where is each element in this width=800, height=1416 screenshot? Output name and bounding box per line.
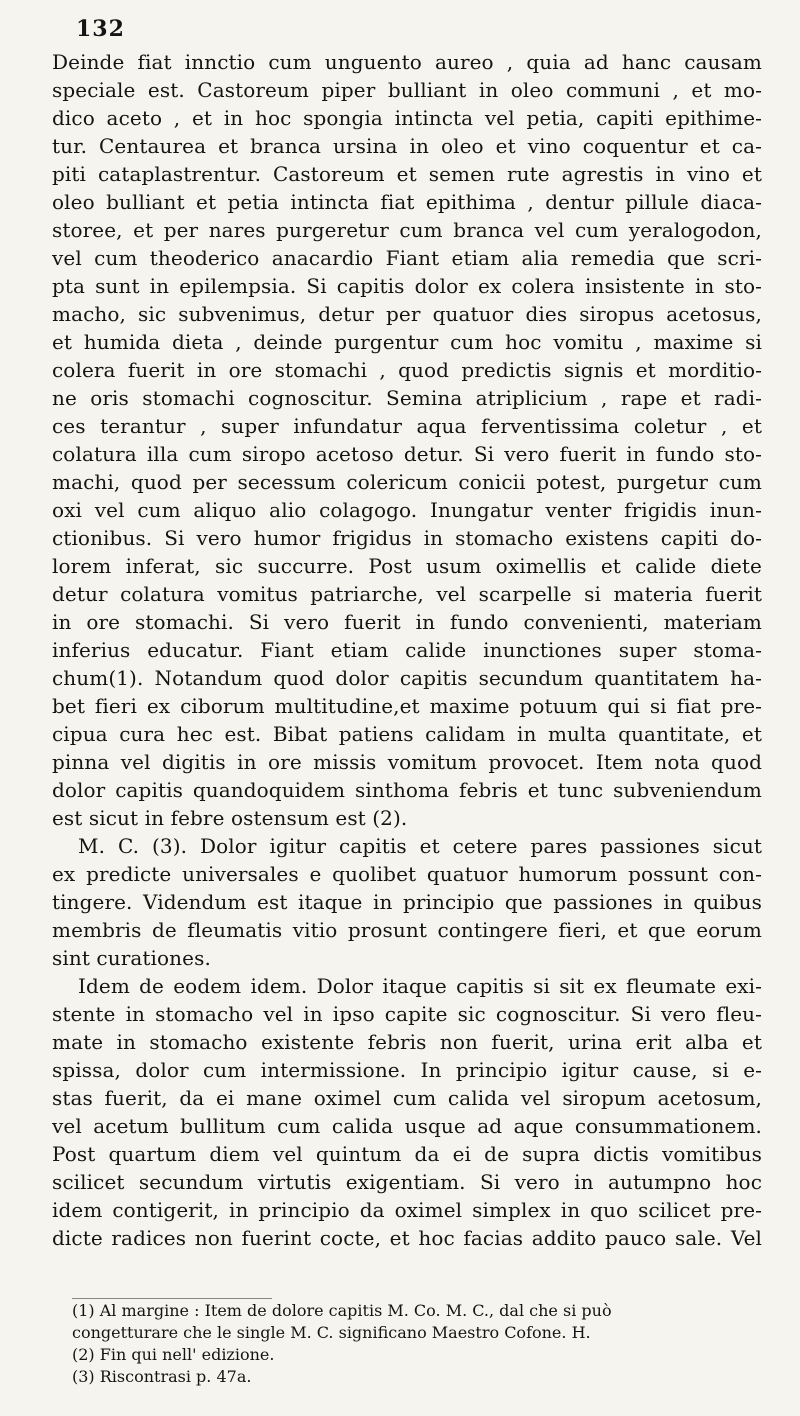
- text-line: vel acetum bullitum cum calida usque ad aque consummationem.: [52, 1114, 762, 1138]
- text-line: ne oris stomachi cognoscitur. Semina atriplicium , rape et radi-: [52, 386, 762, 410]
- text-line: tingere. Videndum est itaque in principio que passiones in quibus: [52, 890, 762, 914]
- footnote-line: congetturare che le single M. C. significano Maestro Cofone. H.: [72, 1323, 591, 1342]
- text-line: Deinde fiat innctio cum unguento aureo , quia ad hanc causam: [52, 50, 762, 74]
- text-line: ex predicte universales e quolibet quatuor humorum possunt con-: [52, 862, 762, 886]
- text-line: lorem inferat, sic succurre. Post usum oximellis et calide diete: [52, 554, 762, 578]
- text-line: ces terantur , super infundatur aqua ferventissima coletur , et: [52, 414, 762, 438]
- text-line: cipua cura hec est. Bibat patiens calidam in multa quantitate, et: [52, 722, 762, 746]
- text-line: stas fuerit, da ei mane oximel cum calida vel siropum acetosum,: [52, 1086, 762, 1110]
- page-number: 132: [76, 16, 125, 42]
- text-line: scilicet secundum virtutis exigentiam. Si vero in autumpno hoc: [52, 1170, 762, 1194]
- text-line: in ore stomachi. Si vero fuerit in fundo convenienti, materiam: [52, 610, 762, 634]
- text-line: macho, sic subvenimus, detur per quatuor dies siropus acetosus,: [52, 302, 762, 326]
- footnote-line: (2) Fin qui nell' edizione.: [72, 1345, 275, 1364]
- text-line: et humida dieta , deinde purgentur cum hoc vomitu , maxime si: [52, 330, 762, 354]
- text-line: pta sunt in epilempsia. Si capitis dolor ex colera insistente in sto-: [52, 274, 762, 298]
- text-line: M. C. (3). Dolor igitur capitis et cetere pares passiones sicut: [78, 834, 762, 858]
- text-line: dicte radices non fuerint cocte, et hoc facias addito pauco sale. Vel: [52, 1226, 762, 1250]
- footnote-line: (3) Riscontrasi p. 47a.: [72, 1367, 252, 1386]
- text-line: ctionibus. Si vero humor frigidus in stomacho existens capiti do-: [52, 526, 762, 550]
- text-line: storee, et per nares purgeretur cum branca vel cum yeralogodon,: [52, 218, 762, 242]
- text-line: machi, quod per secessum colericum conicii potest, purgetur cum: [52, 470, 762, 494]
- text-line: est sicut in febre ostensum est (2).: [52, 806, 408, 830]
- text-line: idem contigerit, in principio da oximel simplex in quo scilicet pre-: [52, 1198, 762, 1222]
- text-line: chum(1). Notandum quod dolor capitis secundum quantitatem ha-: [52, 666, 762, 690]
- footnote-line: (1) Al margine : Item de dolore capitis M. Co. M. C., dal che si può: [72, 1301, 612, 1320]
- text-line: oxi vel cum aliquo alio colagogo. Inungatur venter frigidis inun-: [52, 498, 762, 522]
- footnotes: [72, 1300, 762, 1388]
- text-line: mate in stomacho existente febris non fuerit, urina erit alba et: [52, 1030, 762, 1054]
- text-line: inferius educatur. Fiant etiam calide inunctiones super stoma-: [52, 638, 762, 662]
- text-line: pinna vel digitis in ore missis vomitum provocet. Item nota quod: [52, 750, 762, 774]
- text-line: vel cum theoderico anacardio Fiant etiam alia remedia que scri-: [52, 246, 762, 270]
- text-line: Post quartum diem vel quintum da ei de supra dictis vomitibus: [52, 1142, 762, 1166]
- footnote-divider: [72, 1298, 272, 1299]
- main-text-block: [52, 48, 762, 1252]
- text-line: oleo bulliant et petia intincta fiat epithima , dentur pillule diaca-: [52, 190, 762, 214]
- text-line: tur. Centaurea et branca ursina in oleo et vino coquentur et ca-: [52, 134, 762, 158]
- text-line: piti cataplastrentur. Castoreum et semen rute agrestis in vino et: [52, 162, 762, 186]
- text-line: Idem de eodem idem. Dolor itaque capitis si sit ex fleumate exi-: [78, 974, 762, 998]
- text-line: detur colatura vomitus patriarche, vel scarpelle si materia fuerit: [52, 582, 762, 606]
- text-line: bet fieri ex ciborum multitudine,et maxime potuum qui si fiat pre-: [52, 694, 762, 718]
- text-line: dolor capitis quandoquidem sinthoma febris et tunc subveniendum: [52, 778, 762, 802]
- text-line: colatura illa cum siropo acetoso detur. Si vero fuerit in fundo sto-: [52, 442, 762, 466]
- text-line: speciale est. Castoreum piper bulliant in oleo communi , et mo-: [52, 78, 762, 102]
- text-line: sint curationes.: [52, 946, 211, 970]
- text-line: membris de fleumatis vitio prosunt contingere fieri, et que eorum: [52, 918, 762, 942]
- text-line: dico aceto , et in hoc spongia intincta vel petia, capiti epithime-: [52, 106, 762, 130]
- text-line: colera fuerit in ore stomachi , quod predictis signis et morditio-: [52, 358, 762, 382]
- text-line: stente in stomacho vel in ipso capite sic cognoscitur. Si vero fleu-: [52, 1002, 762, 1026]
- text-line: spissa, dolor cum intermissione. In principio igitur cause, si e-: [52, 1058, 762, 1082]
